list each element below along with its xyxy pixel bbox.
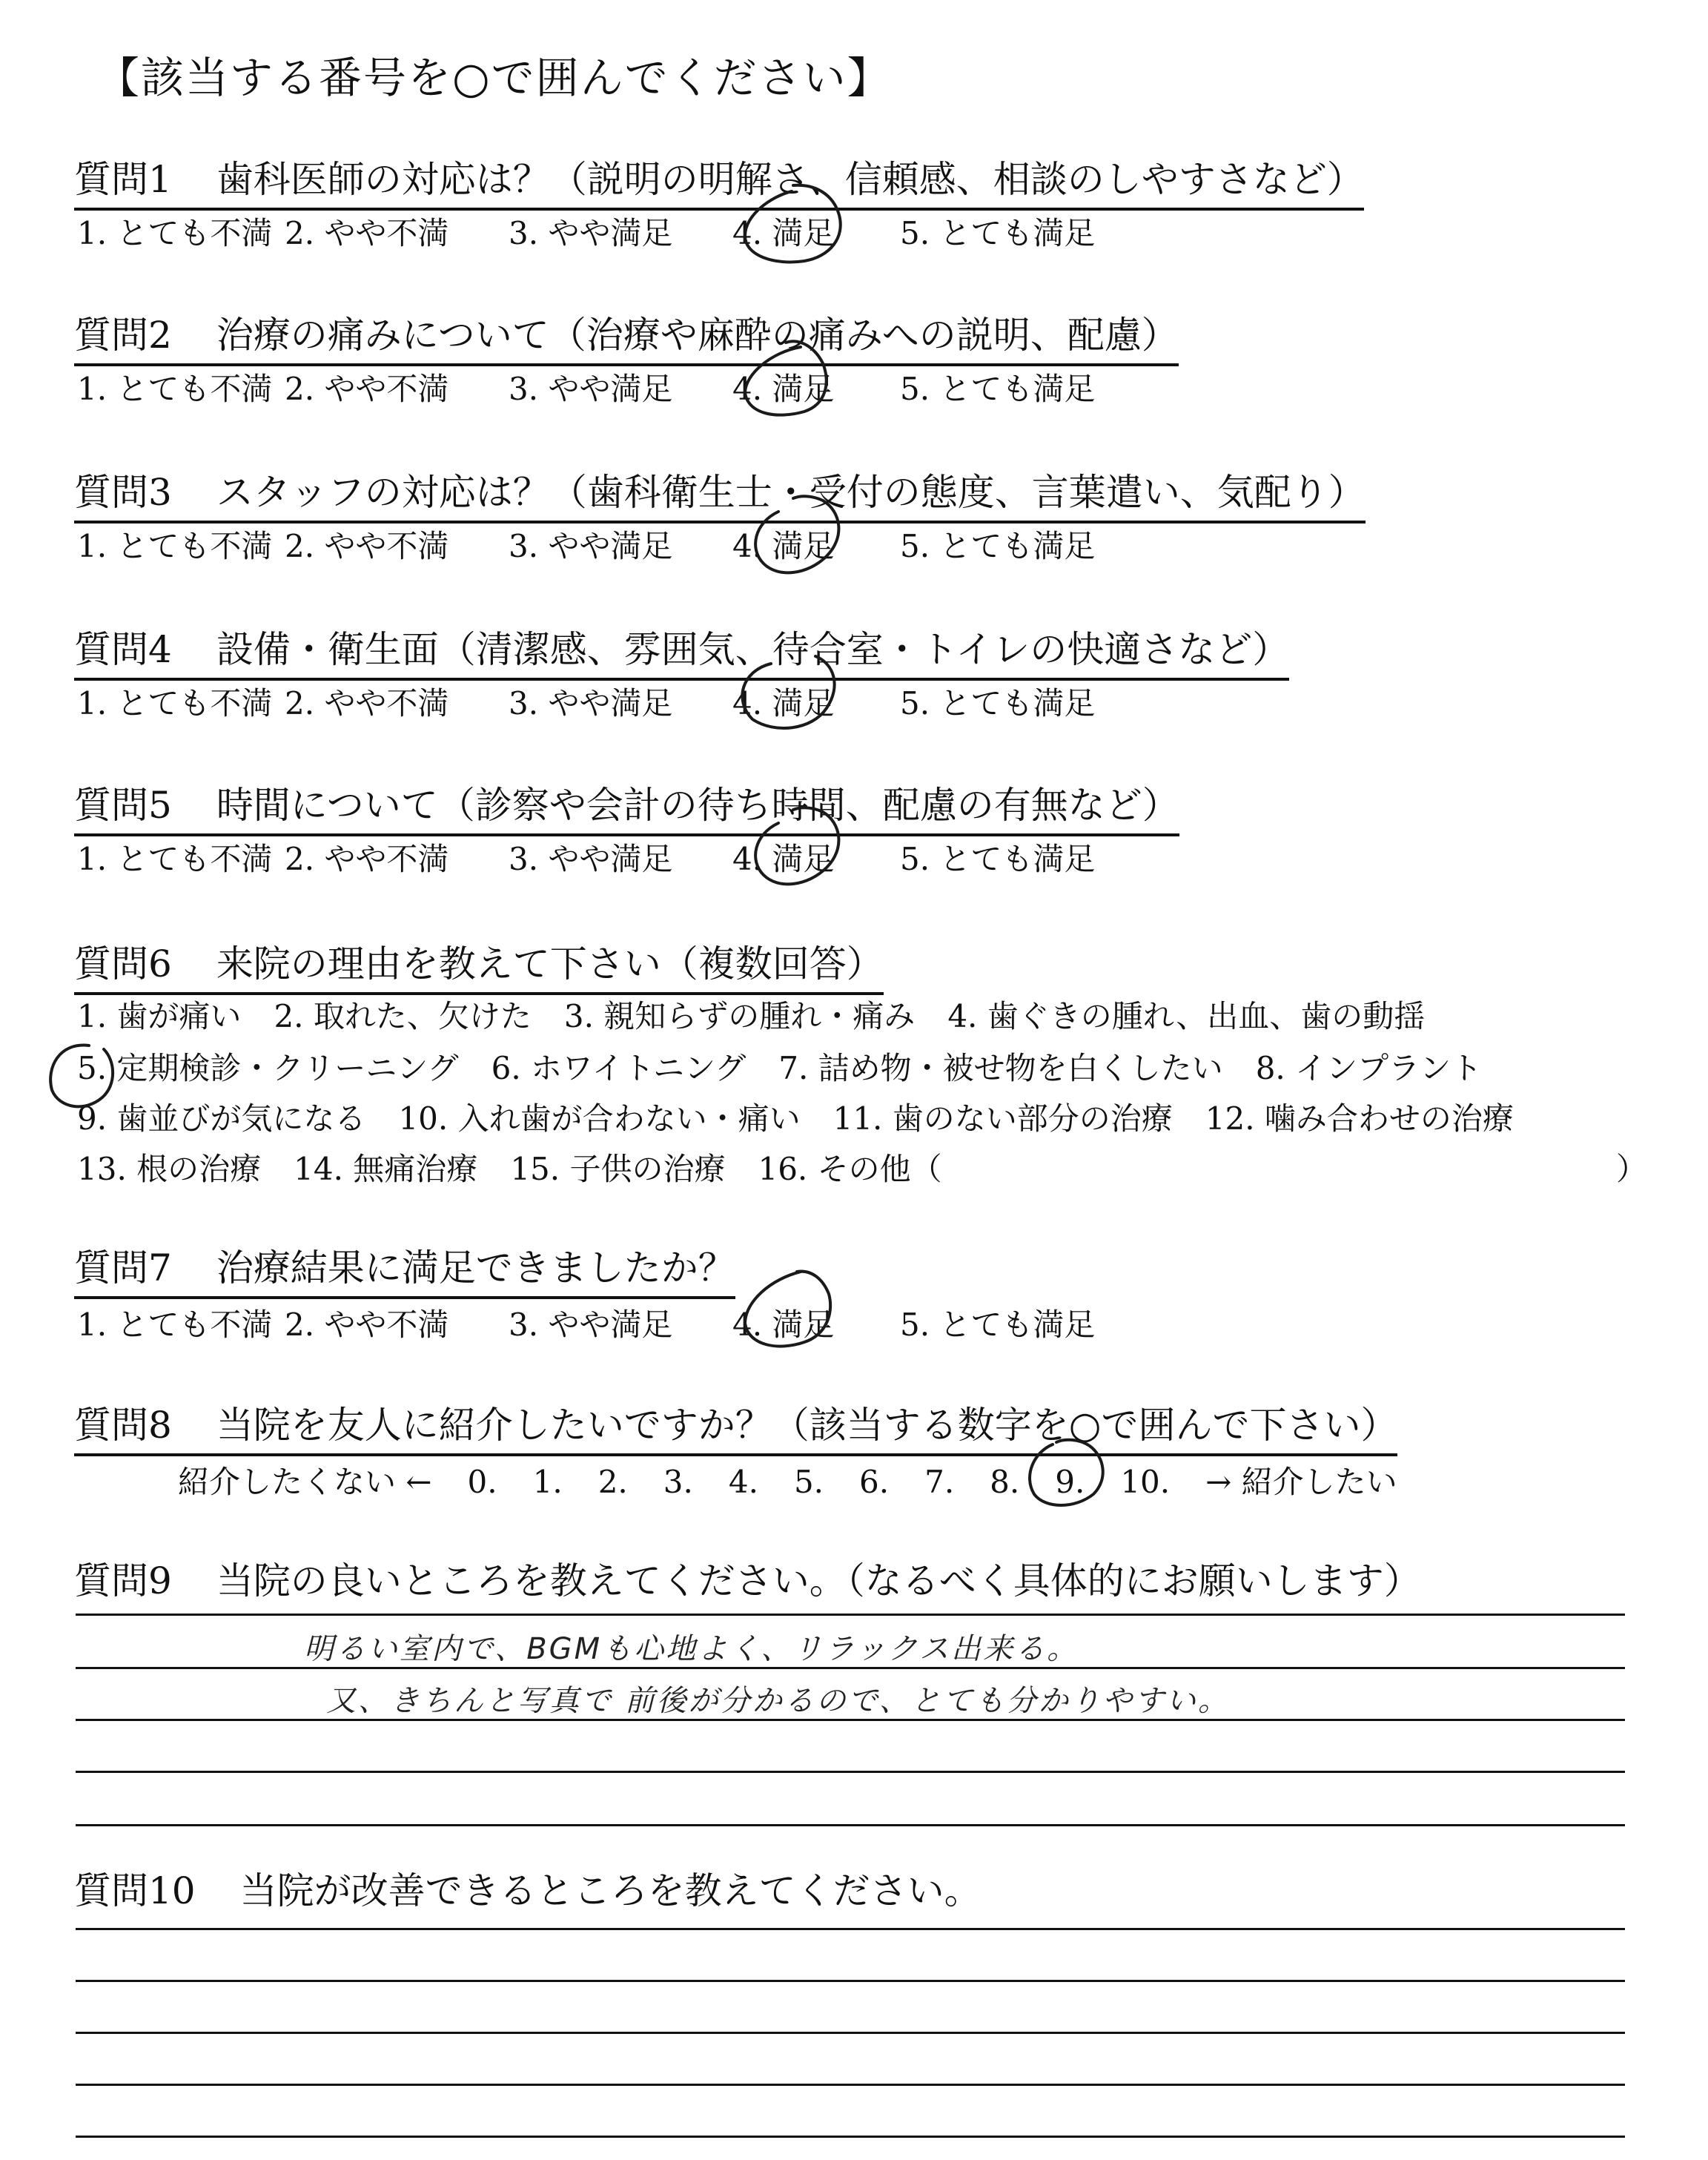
question-8 — [74, 1396, 1397, 1456]
q6-option-13[interactable]: 13. 根の治療 — [77, 1151, 262, 1187]
q6-other-close-paren: ） — [1616, 1151, 1648, 1187]
q5-option-4[interactable]: 4. 満足 — [732, 841, 835, 877]
question-5-number: 質問5 — [74, 784, 172, 827]
question-3-number: 質問3 — [74, 471, 172, 514]
question-8-text: 当院を友人に紹介したいですか？（該当する数字を○で囲んで下さい） — [216, 1404, 1398, 1447]
form-title: 【該当する番号を○で囲んでください】 — [96, 53, 892, 103]
q4-option-5[interactable]: 5. とても満足 — [900, 685, 1096, 721]
q6-option-4[interactable]: 4. 歯ぐきの腫れ、出血、歯の動揺 — [947, 998, 1426, 1034]
q10-answer-line[interactable] — [76, 2084, 1625, 2086]
q8-scale-10[interactable]: 10. — [1120, 1464, 1171, 1500]
q1-option-1[interactable]: 1. とても不満 — [77, 215, 273, 251]
q4-option-3[interactable]: 3. やや満足 — [509, 685, 673, 721]
question-10-number: 質問10 — [74, 1869, 196, 1912]
q3-option-3[interactable]: 3. やや満足 — [509, 528, 673, 564]
q8-scale-1[interactable]: 1. — [532, 1464, 563, 1500]
q1-option-4[interactable]: 4. 満足 — [732, 215, 835, 251]
q6-option-3[interactable]: 3. 親知らずの腫れ・痛み — [563, 998, 916, 1034]
q6-option-15[interactable]: 15. 子供の治療 — [510, 1151, 726, 1187]
q8-right-label: → 紹介したい — [1205, 1464, 1397, 1500]
question-9-text: 当院の良いところを教えてください。（なるべく具体的にお願いします） — [216, 1559, 1421, 1602]
q3-option-5[interactable]: 5. とても満足 — [900, 528, 1096, 564]
q6-option-8[interactable]: 8. インプラント — [1255, 1050, 1483, 1086]
q2-option-1[interactable]: 1. とても不満 — [77, 371, 273, 407]
q1-option-2[interactable]: 2. やや不満 — [285, 215, 449, 251]
question-5-text: 時間について（診察や会計の待ち時間、配慮の有無など） — [216, 784, 1179, 827]
q6-option-14[interactable]: 14. 無痛治療 — [294, 1151, 478, 1187]
q4-option-2[interactable]: 2. やや不満 — [285, 685, 449, 721]
question-6 — [74, 934, 884, 995]
q8-scale-4[interactable]: 4. — [728, 1464, 758, 1500]
q6-option-1[interactable]: 1. 歯が痛い — [77, 998, 242, 1034]
q8-scale[interactable] — [178, 1458, 1433, 1502]
q6-option-12[interactable]: 12. 噛み合わせの治療 — [1205, 1100, 1514, 1137]
question-2-text: 治療の痛みについて（治療や麻酔の痛みへの説明、配慮） — [216, 314, 1179, 357]
q5-option-5[interactable]: 5. とても満足 — [900, 841, 1096, 877]
q6-option-6[interactable]: 6. ホワイトニング — [491, 1050, 747, 1086]
question-4-options[interactable] — [77, 679, 1095, 724]
q5-option-2[interactable]: 2. やや不満 — [285, 841, 449, 877]
question-10-text: 当院が改善できるところを教えてください。 — [239, 1869, 982, 1912]
q6-option-9[interactable]: 9. 歯並びが気になる — [77, 1100, 366, 1137]
question-5 — [74, 776, 1179, 836]
q9-answer-line[interactable] — [76, 1824, 1625, 1826]
question-5-options[interactable] — [77, 835, 1095, 879]
q6-option-11[interactable]: 11. 歯のない部分の治療 — [833, 1100, 1173, 1137]
q5-option-1[interactable]: 1. とても不満 — [77, 841, 273, 877]
question-1-options[interactable] — [77, 209, 1095, 254]
q10-answer-line[interactable] — [76, 1928, 1625, 1930]
q7-option-2[interactable]: 2. やや不満 — [285, 1307, 449, 1343]
q8-scale-5[interactable]: 5. — [793, 1464, 824, 1500]
q2-option-2[interactable]: 2. やや不満 — [285, 371, 449, 407]
question-4-number: 質問4 — [74, 628, 172, 671]
question-7-options[interactable] — [77, 1301, 1095, 1345]
q4-option-1[interactable]: 1. とても不満 — [77, 685, 273, 721]
question-6-text: 来院の理由を教えて下さい（複数回答） — [216, 942, 884, 985]
q7-option-5[interactable]: 5. とても満足 — [900, 1307, 1096, 1343]
q4-option-4[interactable]: 4. 満足 — [732, 685, 835, 721]
question-3-options[interactable] — [77, 522, 1095, 567]
q8-scale-0[interactable]: 0. — [467, 1464, 497, 1500]
q7-option-3[interactable]: 3. やや満足 — [509, 1307, 673, 1343]
q10-answer-line[interactable] — [76, 2032, 1625, 2034]
q8-left-label: 紹介したくない ← — [178, 1464, 432, 1500]
q6-option-7[interactable]: 7. 詰め物・被せ物を白くしたい — [778, 1050, 1223, 1086]
q5-option-3[interactable]: 3. やや満足 — [509, 841, 673, 877]
q3-option-2[interactable]: 2. やや不満 — [285, 528, 449, 564]
q6-row-4[interactable] — [77, 1145, 975, 1189]
question-6-number: 質問6 — [74, 942, 172, 985]
question-4 — [74, 620, 1289, 681]
q6-option-5[interactable]: 5. 定期検診・クリーニング — [77, 1050, 459, 1086]
question-4-text: 設備・衛生面（清潔感、雰囲気、待合室・トイレの快適さなど） — [216, 628, 1290, 671]
question-2-number: 質問2 — [74, 314, 172, 357]
question-9-number: 質問9 — [74, 1559, 172, 1602]
question-3-text: スタッフの対応は？（歯科衛生士・受付の態度、言葉遣い、気配り） — [216, 471, 1366, 514]
q3-option-4[interactable]: 4. 満足 — [732, 528, 835, 564]
q8-scale-9[interactable]: 9. — [1055, 1464, 1085, 1500]
q9-handwritten-answer-2: 又、きちんと写真で 前後が分かるので、とても分かりやすい。 — [326, 1684, 1230, 1718]
q6-row-2[interactable] — [77, 1044, 1515, 1089]
question-2 — [74, 305, 1179, 366]
question-8-number: 質問8 — [74, 1404, 172, 1447]
question-2-options[interactable] — [77, 365, 1095, 409]
q9-answer-line[interactable] — [76, 1614, 1625, 1616]
q1-option-3[interactable]: 3. やや満足 — [509, 215, 673, 251]
q10-answer-line[interactable] — [76, 2136, 1625, 2138]
q7-option-1[interactable]: 1. とても不満 — [77, 1307, 273, 1343]
q1-option-5[interactable]: 5. とても満足 — [900, 215, 1096, 251]
q8-scale-6[interactable]: 6. — [859, 1464, 890, 1500]
question-7-text: 治療結果に満足できましたか？ — [216, 1246, 735, 1289]
question-7 — [74, 1238, 735, 1299]
question-7-number: 質問7 — [74, 1246, 172, 1289]
question-3 — [74, 463, 1366, 524]
q7-option-4[interactable]: 4. 満足 — [732, 1307, 835, 1343]
q9-handwritten-answer-1: 明るい室内で、BGMも心地よく、リラックス出来る。 — [304, 1632, 1079, 1666]
q9-answer-line[interactable] — [76, 1771, 1625, 1773]
q6-row-3[interactable] — [77, 1094, 1546, 1139]
q3-option-1[interactable]: 1. とても不満 — [77, 528, 273, 564]
q6-option-16[interactable]: 16. その他（ — [758, 1151, 942, 1187]
question-1-number: 質問1 — [74, 158, 172, 201]
q8-scale-2[interactable]: 2. — [598, 1464, 628, 1500]
question-9 — [74, 1551, 1421, 1609]
q6-row-1[interactable] — [77, 992, 1457, 1037]
question-1-text: 歯科医師の対応は？（説明の明解さ、信頼感、相談のしやすさなど） — [216, 158, 1364, 201]
q2-option-3[interactable]: 3. やや満足 — [509, 371, 673, 407]
q2-option-5[interactable]: 5. とても満足 — [900, 371, 1096, 407]
q8-scale-8[interactable]: 8. — [990, 1464, 1020, 1500]
question-10 — [74, 1861, 982, 1919]
question-1 — [74, 150, 1364, 211]
q8-scale-3[interactable]: 3. — [663, 1464, 693, 1500]
q6-option-10[interactable]: 10. 入れ歯が合わない・痛い — [398, 1100, 801, 1137]
q8-scale-7[interactable]: 7. — [924, 1464, 955, 1500]
q6-option-2[interactable]: 2. 取れた、欠けた — [274, 998, 532, 1034]
q2-option-4[interactable]: 4. 満足 — [732, 371, 835, 407]
q10-answer-line[interactable] — [76, 1980, 1625, 1982]
